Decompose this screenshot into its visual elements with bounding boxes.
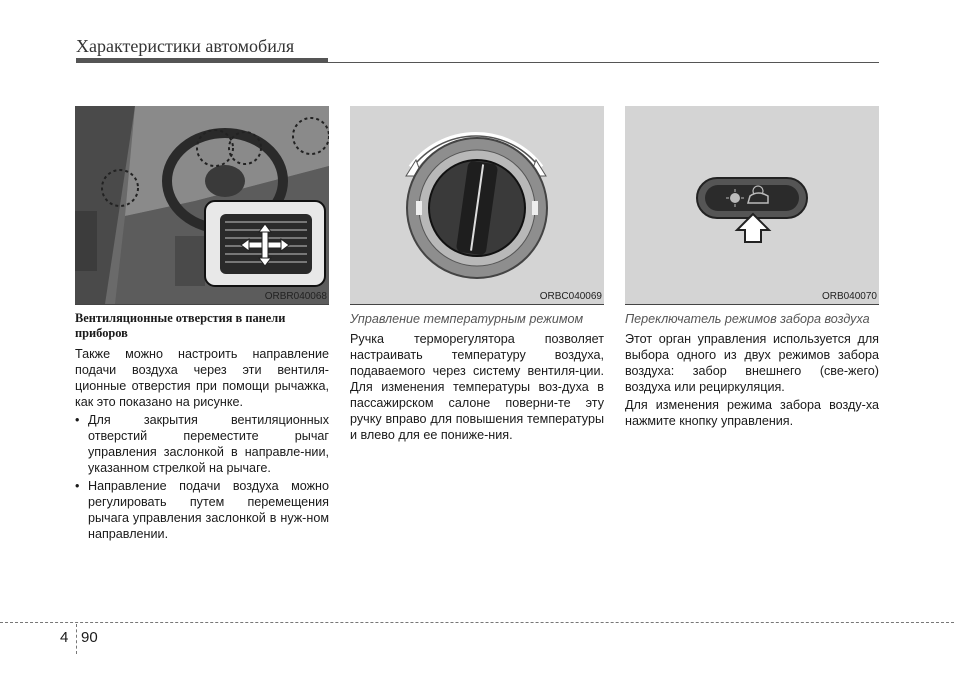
header-rule: [328, 62, 879, 63]
section-caption: Управление температурным режимом: [350, 312, 584, 326]
header-bar: [76, 58, 328, 63]
body-paragraph: Этот орган управления используется для выбора одного из двух режимов забора воздуха: забор внешнего (све-жего) воздуха или рециркуляция.: [625, 332, 879, 394]
figure-code: ORBR040068: [264, 291, 327, 302]
column-vents: [75, 311, 329, 544]
figure-rule: [350, 304, 604, 305]
figure-air-intake-button: [625, 106, 879, 304]
temperature-knob-illustration: [350, 106, 604, 304]
page-number: 90: [81, 629, 98, 646]
figure-temperature-knob: [350, 106, 604, 304]
footer-rule: [0, 622, 954, 623]
figure-rule: [625, 304, 879, 305]
chapter-number: 4: [60, 629, 69, 646]
body-paragraph: Для изменения режима забора возду-ха нажмите кнопку управления.: [625, 398, 879, 428]
body-paragraph: Ручка терморегулятора позволяет настраивать температуру воздуха, подаваемого через систему вентиля-ции. Для изменения температуры воз-духа в пассажирском салоне поверни-те эту ручку вправо для повышения температуры и влево для ее пониже-ния.: [350, 332, 604, 442]
section-caption: Вентиляционные отверстия в панели приборов: [75, 311, 286, 340]
figure-code: ORB040070: [821, 291, 877, 302]
figure-code: ORBC040069: [539, 291, 602, 302]
bullet-item: • Для закрытия вентиляционных отверстий переместите рычаг управления заслонкой в направле-нии, указанном стрелкой на рычаге.: [75, 412, 329, 476]
dashboard-illustration: [75, 106, 329, 304]
column-temperature: [350, 311, 604, 445]
section-caption: Переключатель режимов забора воздуха: [625, 312, 870, 326]
figure-rule: [75, 304, 329, 305]
figure-dashboard-vents: [75, 106, 329, 304]
column-air-intake: [625, 311, 879, 431]
air-intake-illustration: [625, 106, 879, 304]
body-paragraph: Также можно настроить направление подачи воздуха через эти вентиля-ционные отверстия при помощи рычажка, как это показано на рисунке.: [75, 347, 329, 409]
header-title: Характеристики автомобиля: [76, 36, 295, 56]
page-separator: [76, 624, 77, 654]
bullet-item: • Направление подачи воздуха можно регулировать путем перемещения рычага управления заслонкой в нуж-ном направлении.: [75, 478, 329, 542]
